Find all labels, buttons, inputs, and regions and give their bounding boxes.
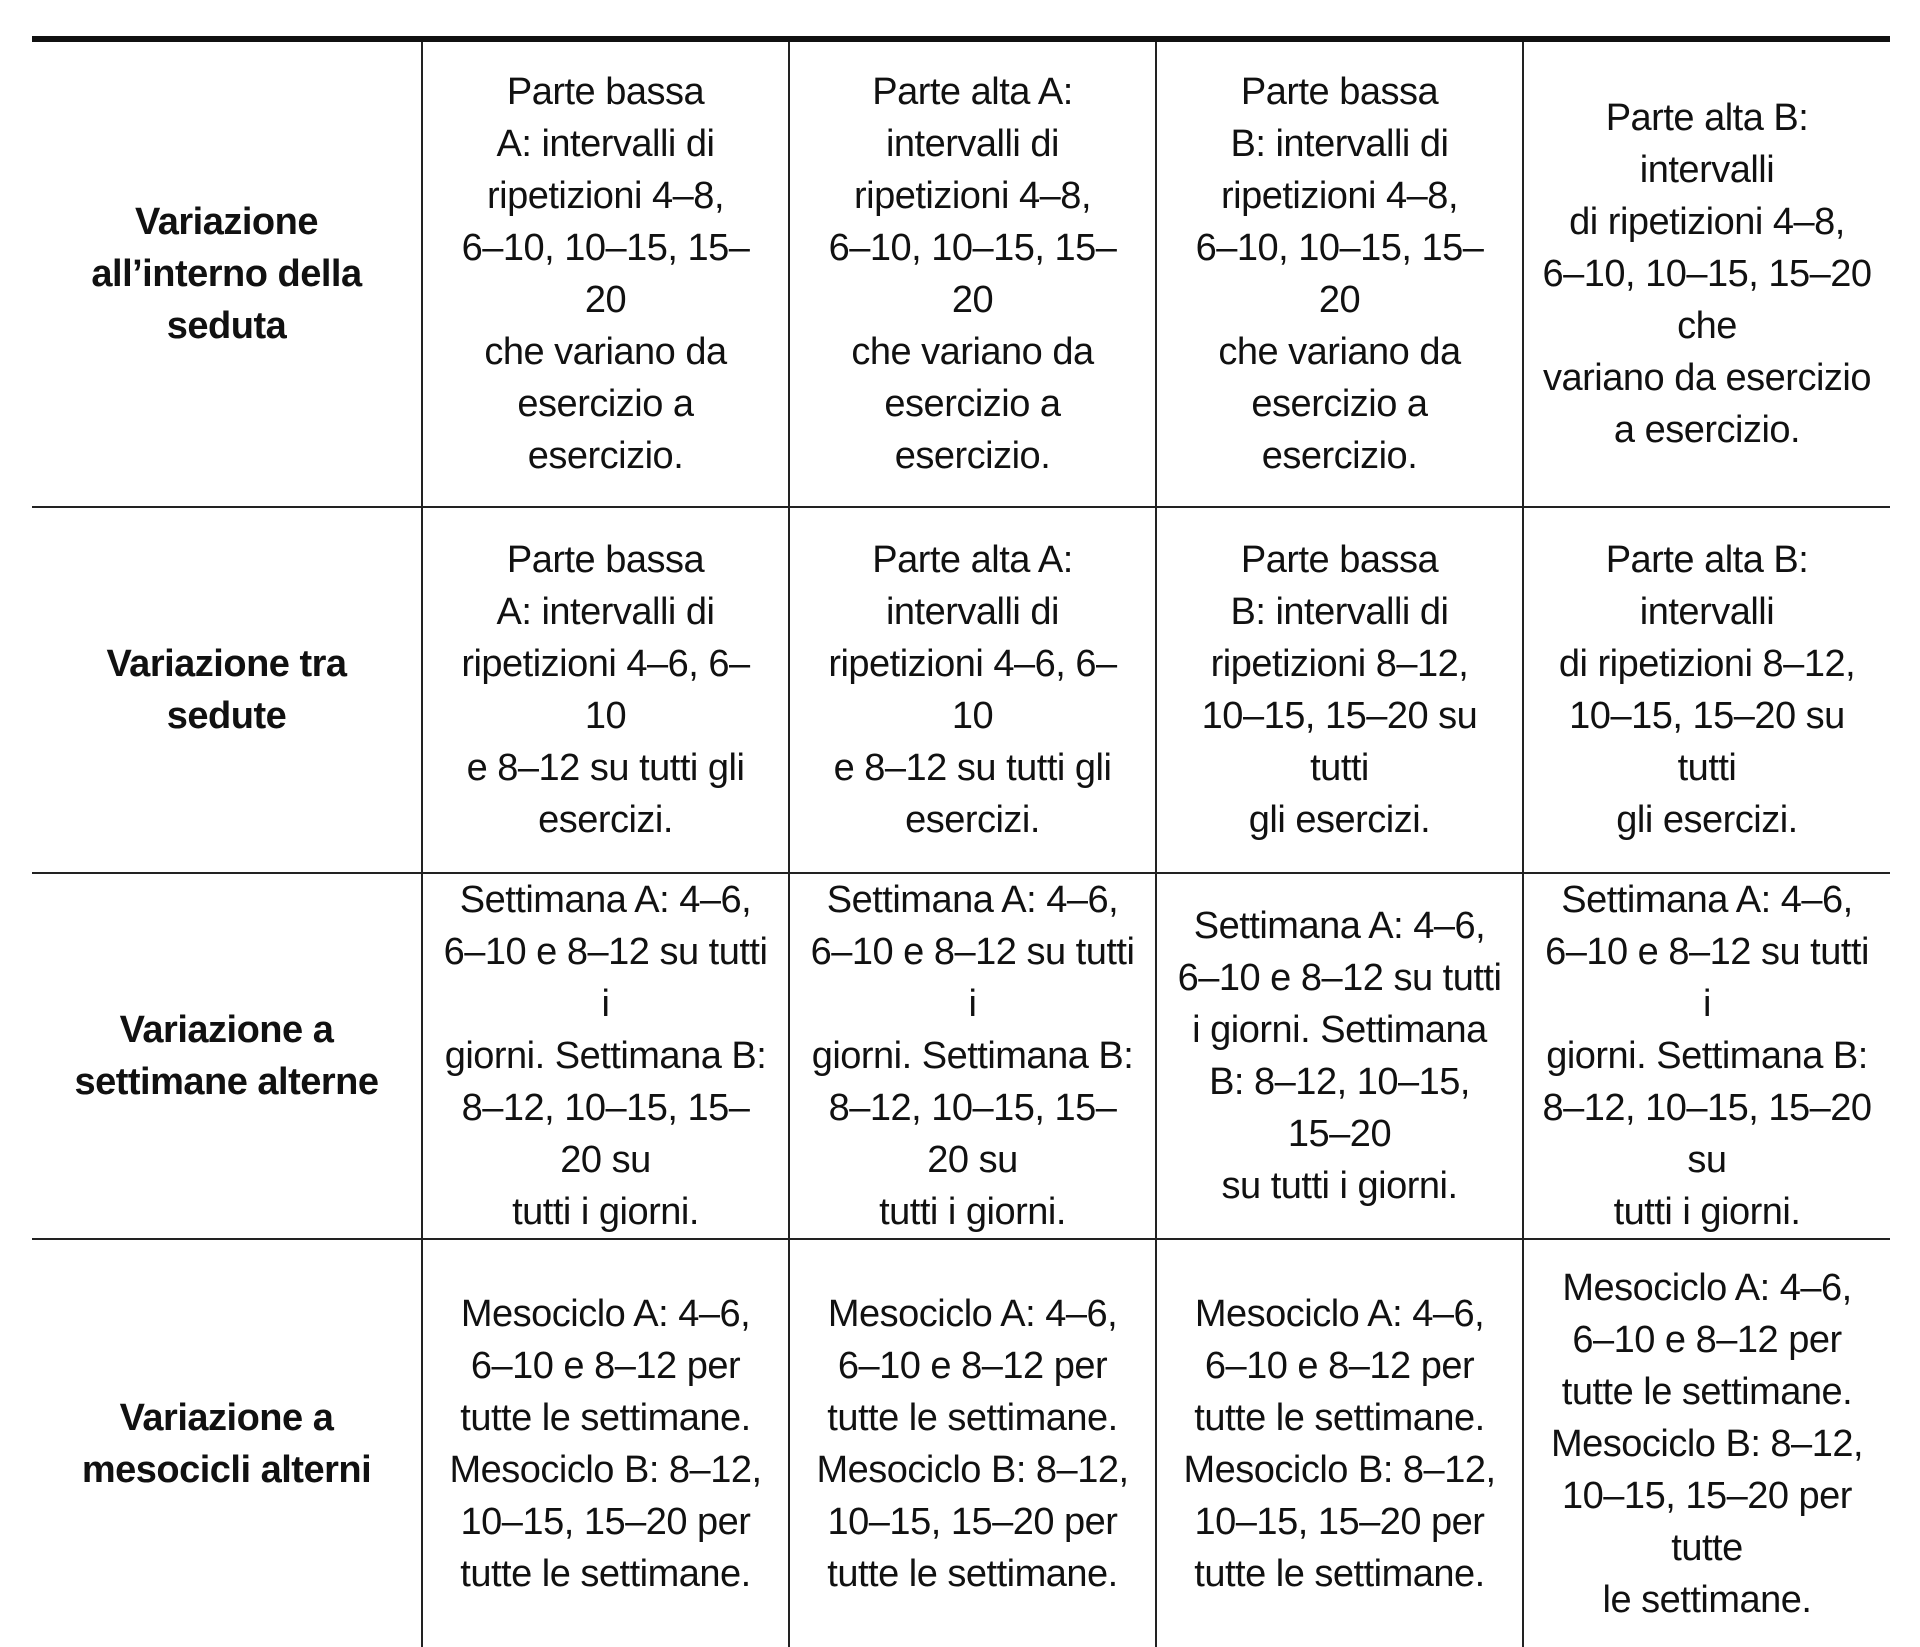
table-cell: Settimana A: 4–6, 6–10 e 8–12 su tutti i giorni. Settimana B: 8–12, 10–15, 15–20 su tutti i giorni. — [789, 873, 1156, 1239]
table-cell: Mesociclo A: 4–6, 6–10 e 8–12 per tutte le settimane. Mesociclo B: 8–12, 10–15, 15–20 per tutte le settimane. — [789, 1239, 1156, 1647]
table-cell: Parte bassa A: intervalli di ripetizioni 4–8, 6–10, 10–15, 15–20 che variano da esercizio a esercizio. — [422, 39, 789, 507]
table-row-variation-alternate-mesocycles — [32, 1239, 1890, 1647]
table-cell: Mesociclo A: 4–6, 6–10 e 8–12 per tutte le settimane. Mesociclo B: 8–12, 10–15, 15–20 per tutte le settimane. — [1523, 1239, 1890, 1647]
table-cell: Settimana A: 4–6, 6–10 e 8–12 su tutti i giorni. Settimana B: 8–12, 10–15, 15–20 su tutti i giorni. — [422, 873, 789, 1239]
table-row-variation-between-sessions — [32, 507, 1890, 873]
table-cell: Parte alta B: intervalli di ripetizioni 8–12, 10–15, 15–20 su tutti gli esercizi. — [1523, 507, 1890, 873]
table-row-variation-alternate-weeks — [32, 873, 1890, 1239]
row-label: Variazione a settimane alterne — [32, 873, 422, 1239]
table-cell: Mesociclo A: 4–6, 6–10 e 8–12 per tutte le settimane. Mesociclo B: 8–12, 10–15, 15–20 per tutte le settimane. — [1156, 1239, 1523, 1647]
table-cell: Parte bassa B: intervalli di ripetizioni 4–8, 6–10, 10–15, 15–20 che variano da esercizio a esercizio. — [1156, 39, 1523, 507]
table-cell: Parte alta A: intervalli di ripetizioni 4–6, 6–10 e 8–12 su tutti gli esercizi. — [789, 507, 1156, 873]
table-cell: Parte bassa B: intervalli di ripetizioni 8–12, 10–15, 15–20 su tutti gli esercizi. — [1156, 507, 1523, 873]
table-cell: Parte alta A: intervalli di ripetizioni 4–8, 6–10, 10–15, 15–20 che variano da esercizio a esercizio. — [789, 39, 1156, 507]
variation-table — [32, 36, 1890, 1647]
table-cell: Mesociclo A: 4–6, 6–10 e 8–12 per tutte le settimane. Mesociclo B: 8–12, 10–15, 15–20 per tutte le settimane. — [422, 1239, 789, 1647]
row-label: Variazione all’interno della seduta — [32, 39, 422, 507]
row-label: Variazione tra sedute — [32, 507, 422, 873]
table-cell: Parte alta B: intervalli di ripetizioni 4–8, 6–10, 10–15, 15–20 che variano da esercizio a esercizio. — [1523, 39, 1890, 507]
row-label: Variazione a mesocicli alterni — [32, 1239, 422, 1647]
table-cell: Settimana A: 4–6, 6–10 e 8–12 su tutti i giorni. Settimana B: 8–12, 10–15, 15–20 su tutti i giorni. — [1523, 873, 1890, 1239]
table-cell: Settimana A: 4–6, 6–10 e 8–12 su tutti i giorni. Settimana B: 8–12, 10–15, 15–20 su tutti i giorni. — [1156, 873, 1523, 1239]
table-cell: Parte bassa A: intervalli di ripetizioni 4–6, 6–10 e 8–12 su tutti gli esercizi. — [422, 507, 789, 873]
table-row-variation-within-session — [32, 39, 1890, 507]
